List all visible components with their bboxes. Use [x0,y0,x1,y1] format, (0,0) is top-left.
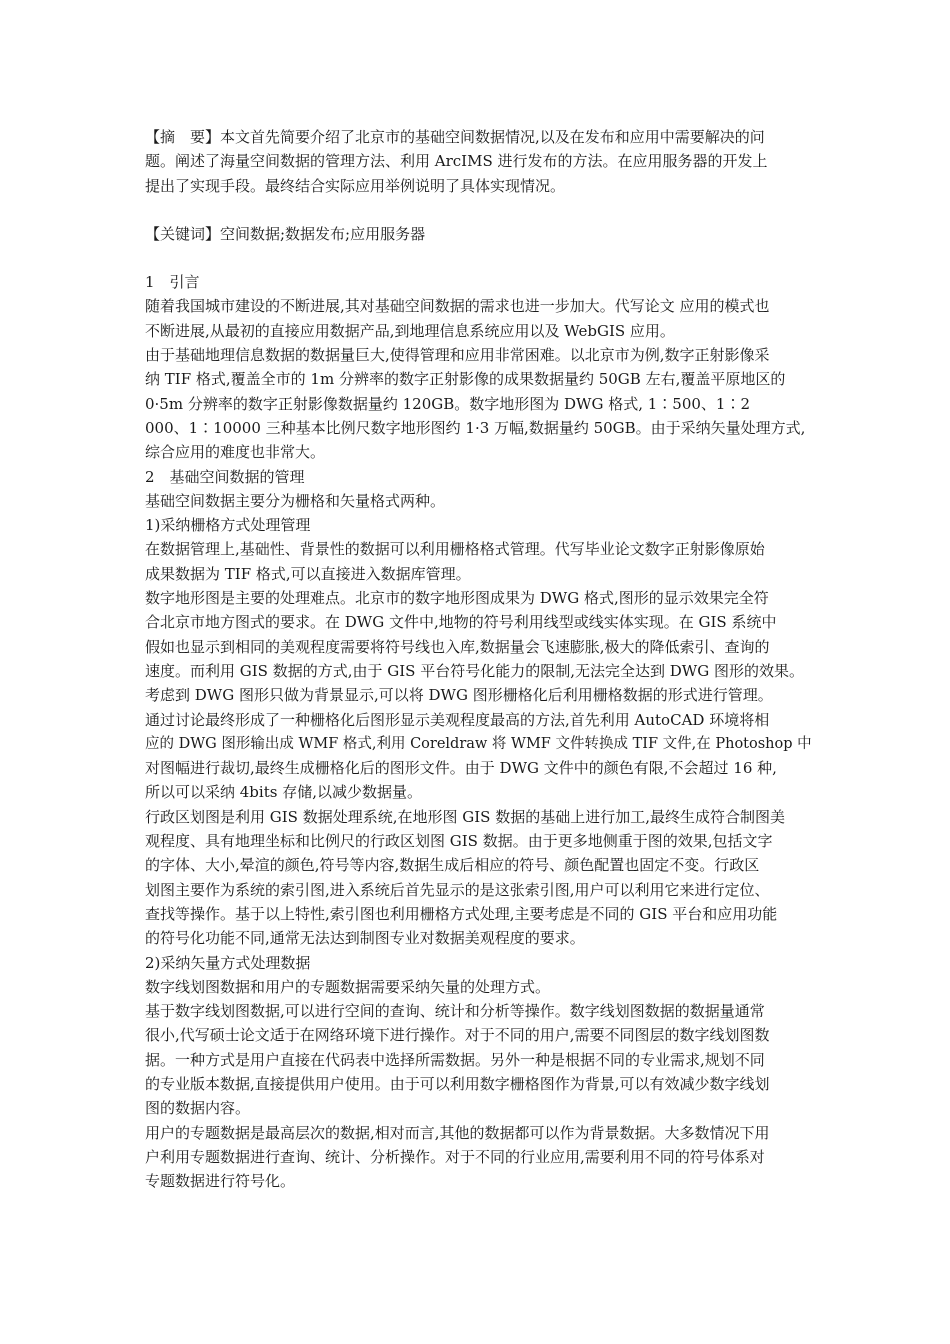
body-line: 专题数据进行符号化。 [145,1172,296,1191]
body-line: 对图幅进行裁切,最终生成栅格化后的图形文件。由于 DWG 文件中的颜色有限,不会超过 16 种, [145,759,777,778]
body-line: 纳 TIF 格式,覆盖全市的 1m 分辨率的数字正射影像的成果数据量约 50GB 左右,覆盖平原地区的 [145,370,786,389]
body-line: 图的数据内容。 [145,1099,251,1118]
section-heading: 1 引言 [145,273,200,292]
body-line: 的符号化功能不同,通常无法达到制图专业对数据美观程度的要求。 [145,929,585,948]
keywords-line: 【关键词】空间数据;数据发布;应用服务器 [145,224,426,243]
body-line: 假如也显示到相同的美观程度需要将符号线也入库,数据量会飞速膨胀,极大的降低索引、查询的 [145,637,770,656]
abstract-line: 题。阐述了海量空间数据的管理方法、利用 ArcIMS 进行发布的方法。在应用服务器的开发上 [145,152,768,171]
body-line: 000、1∶10000 三种基本比例尺数字地形图约 1·3 万幅,数据量约 50GB。由于采纳矢量处理方式, [145,418,806,437]
abstract-line: 提出了实现手段。最终结合实际应用举例说明了具体实现情况。 [145,176,566,195]
spacer [145,246,817,270]
body-line: 行政区划图是利用 GIS 数据处理系统,在地形图 GIS 数据的基础上进行加工,最终生成符合制图美 [145,807,785,826]
body-line: 由于基础地理信息数据的数据量巨大,使得管理和应用非常困难。以北京市为例,数字正射影像采 [145,346,770,365]
body-text [145,270,817,1193]
abstract-block [145,125,817,198]
subsection-heading: 2)采纳矢量方式处理数据 [145,953,311,972]
body-line: 应的 DWG 图形输出成 WMF 格式,利用 Coreldraw 将 WMF 文件转换成 TIF 文件,在 Photoshop 中 [145,735,812,752]
body-line: 成果数据为 TIF 格式,可以直接进入数据库管理。 [145,564,471,583]
body-line: 很小,代写硕士论文适于在网络环境下进行操作。对于不同的用户,需要不同图层的数字线划图数 [145,1026,770,1045]
body-line: 随着我国城市建设的不断进展,其对基础空间数据的需求也进一步加大。代写论文 应用的模式也 [145,297,770,316]
body-line: 不断进展,从最初的直接应用数据产品,到地理信息系统应用以及 WebGIS 应用。 [145,321,675,340]
document-page [145,125,817,1193]
body-line: 0·5m 分辨率的数字正射影像数据量约 120GB。数字地形图为 DWG 格式, 1∶500、1∶2 [145,394,751,413]
section-heading: 2 基础空间数据的管理 [145,467,305,486]
body-line: 综合应用的难度也非常大。 [145,443,326,462]
body-line: 合北京市地方图式的要求。在 DWG 文件中,地物的符号利用线型或线实体实现。在 GIS 系统中 [145,613,777,632]
body-line: 速度。而利用 GIS 数据的方式,由于 GIS 平台符号化能力的限制,无法完全达到 DWG 图形的效果。 [145,661,804,680]
body-line: 观程度、具有地理坐标和比例尺的行政区划图 GIS 数据。由于更多地侧重于图的效果,包括文字 [145,832,773,851]
body-line: 通过讨论最终形成了一种栅格化后图形显示美观程度最高的方法,首先利用 AutoCAD 环境将相 [145,710,770,729]
spacer [145,198,817,222]
body-line: 基于数字线划图数据,可以进行空间的查询、统计和分析等操作。数字线划图数据的数据量通常 [145,1002,765,1021]
abstract-line: 【摘 要】本文首先简要介绍了北京市的基础空间数据情况,以及在发布和应用中需要解决的问 [145,128,765,146]
body-line: 数字线划图数据和用户的专题数据需要采纳矢量的处理方式。 [145,977,551,996]
body-line: 数字地形图是主要的处理难点。北京市的数字地形图成果为 DWG 格式,图形的显示效果完全符 [145,589,769,608]
body-line: 的字体、大小,晕渲的颜色,符号等内容,数据生成后相应的符号、颜色配置也固定不变。行政区 [145,856,760,875]
body-line: 用户的专题数据是最高层次的数据,相对而言,其他的数据都可以作为背景数据。大多数情况下用 [145,1123,770,1142]
body-line: 划图主要作为系统的索引图,进入系统后首先显示的是这张索引图,用户可以利用它来进行定位、 [145,880,770,899]
body-line: 所以可以采纳 4bits 存储,以减少数据量。 [145,783,422,802]
subsection-heading: 1)采纳栅格方式处理管理 [145,516,311,535]
body-line: 户利用专题数据进行查询、统计、分析操作。对于不同的行业应用,需要利用不同的符号体系对 [145,1147,765,1166]
body-line: 查找等操作。基于以上特性,索引图也利用栅格方式处理,主要考虑是不同的 GIS 平台和应用功能 [145,904,778,923]
body-line: 的专业版本数据,直接提供用户使用。由于可以利用数字栅格图作为背景,可以有效减少数字线划 [145,1074,770,1093]
body-line: 考虑到 DWG 图形只做为背景显示,可以将 DWG 图形栅格化后利用栅格数据的形式进行管理。 [145,686,773,705]
body-line: 基础空间数据主要分为栅格和矢量格式两种。 [145,491,446,510]
body-line: 在数据管理上,基础性、背景性的数据可以利用栅格格式管理。代写毕业论文数字正射影像原始 [145,540,765,559]
body-line: 据。一种方式是用户直接在代码表中选择所需数据。另外一种是根据不同的专业需求,规划不同 [145,1050,765,1069]
